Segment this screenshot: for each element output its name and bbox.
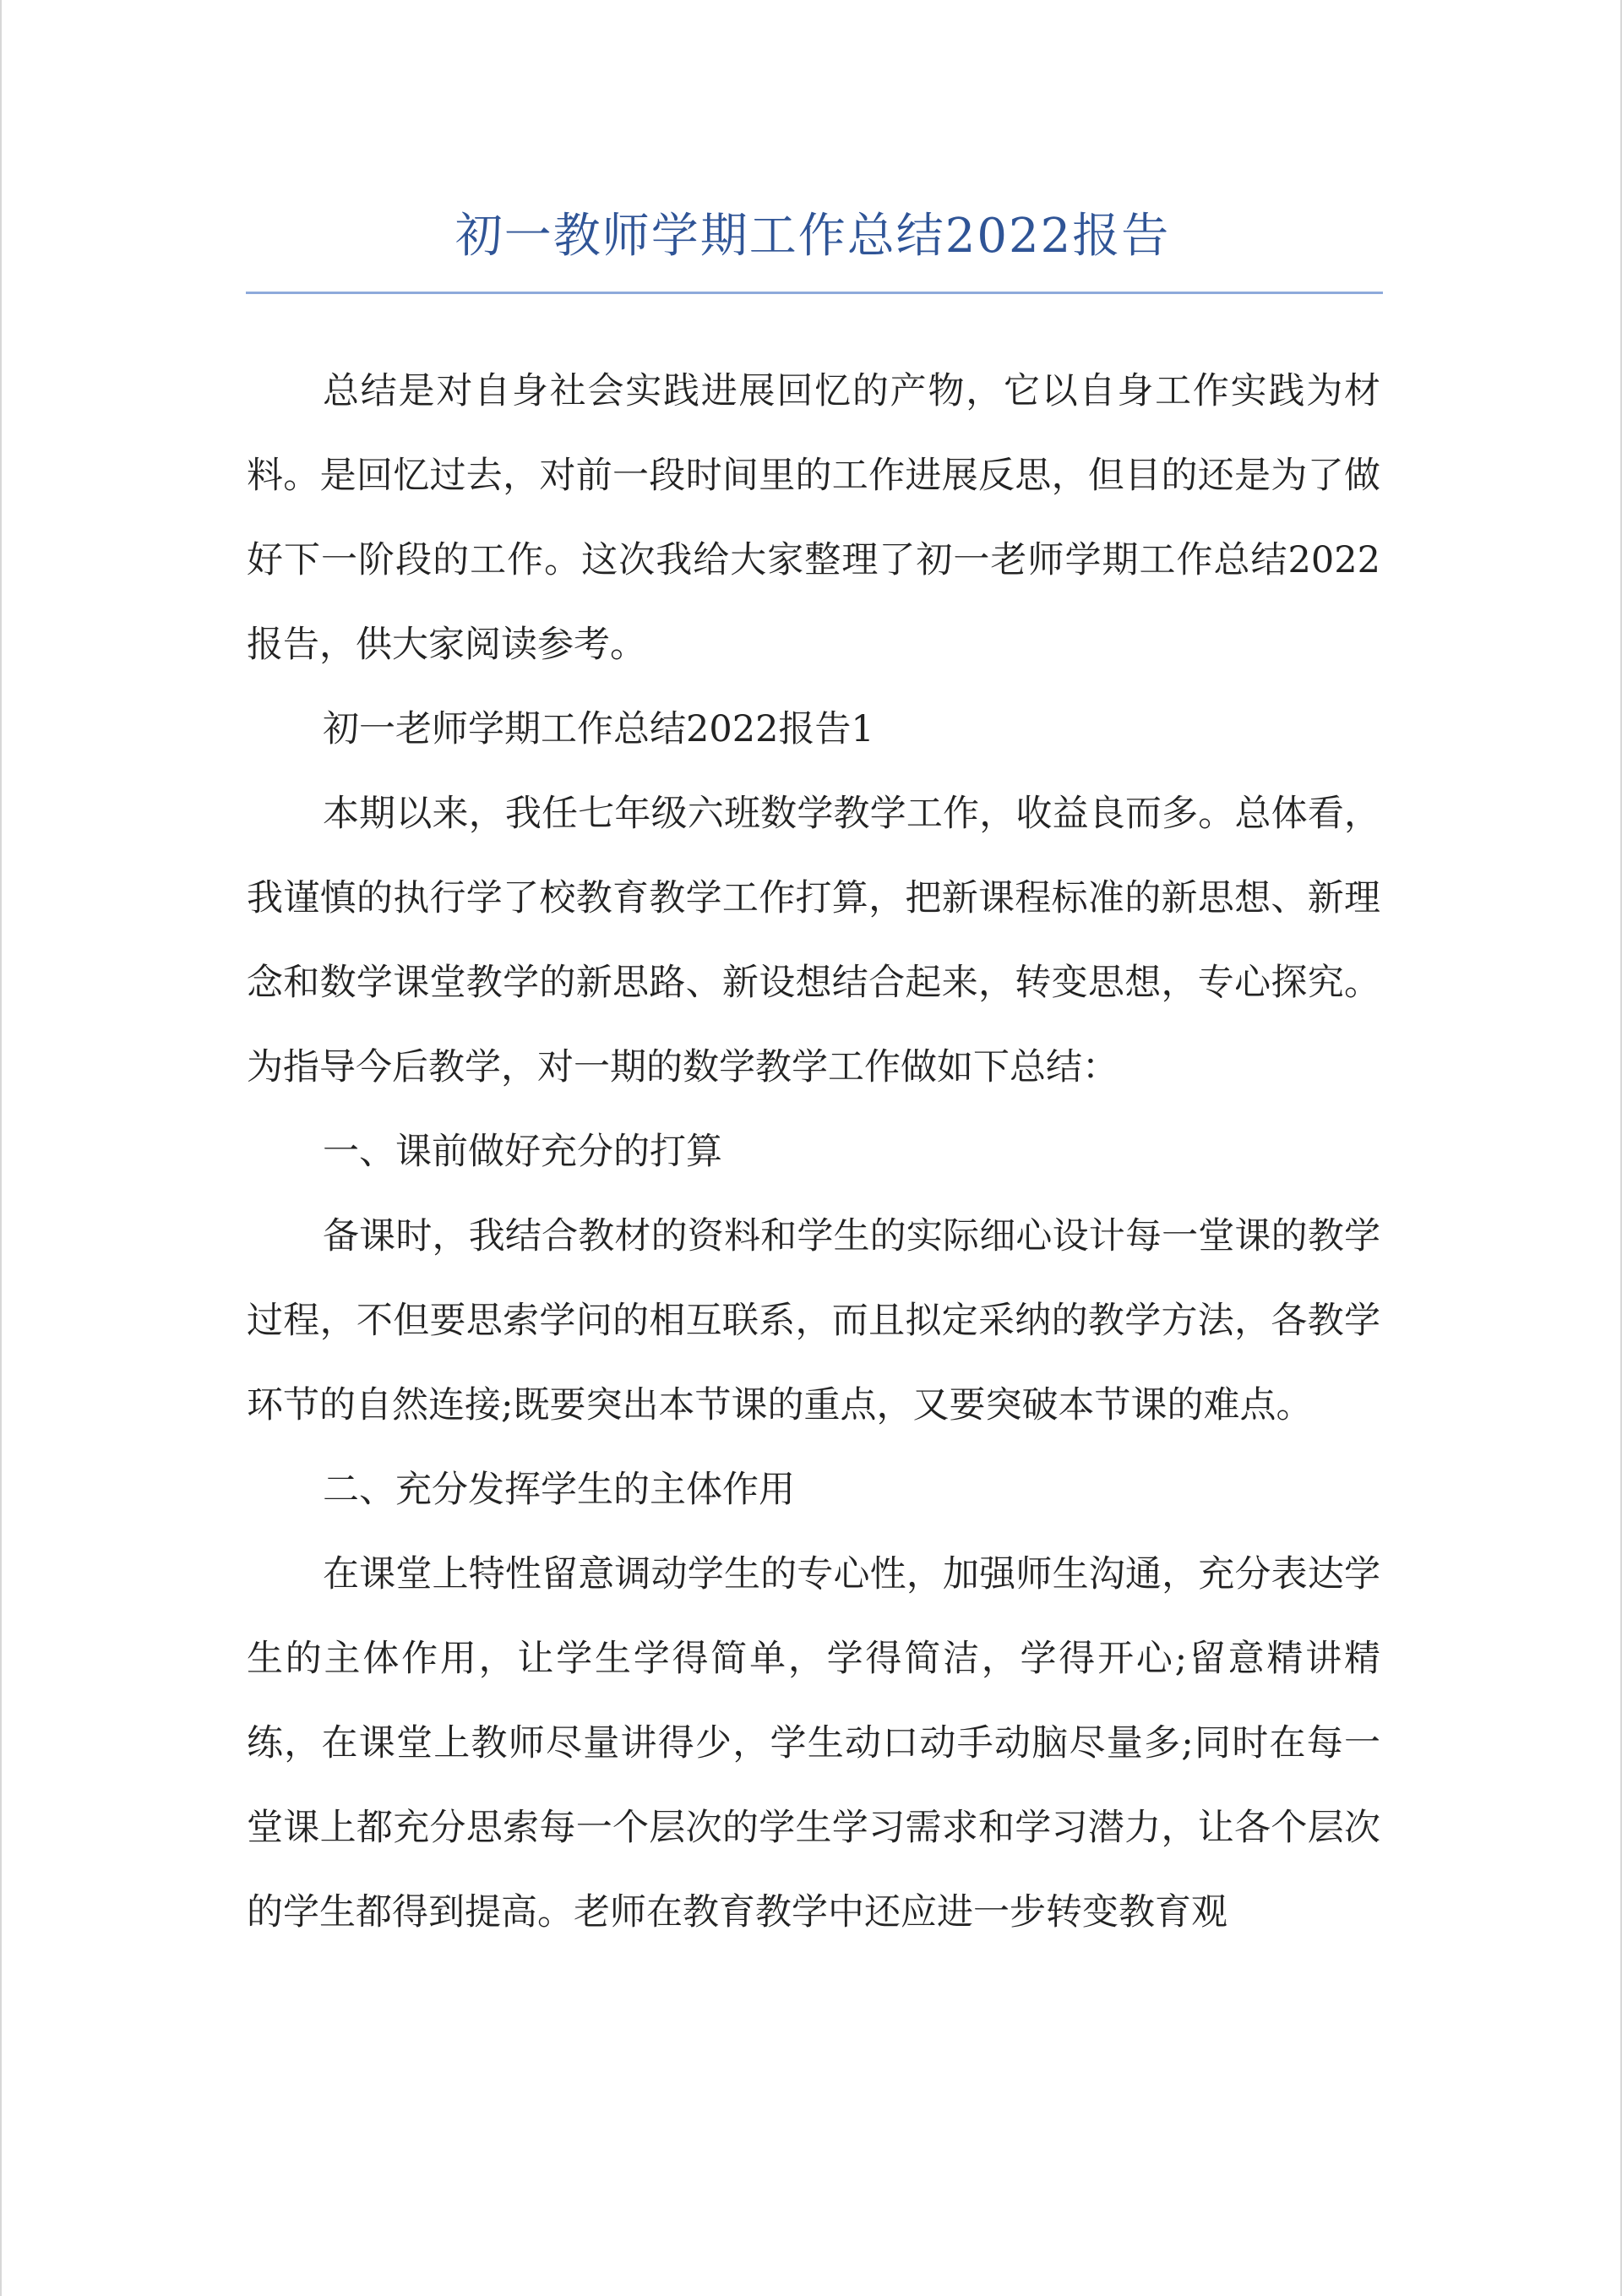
paragraph-overview: 本期以来，我任七年级六班数学教学工作，收益良而多。总体看，我谨慎的执行学了校教育教学工作打算，把新课程标准的新思想、新理念和数学课堂教学的新思路、新设想结合起来，转变思想，专心探究。为指导今后教学，对一期的数学教学工作做如下总结： xyxy=(247,793,1380,1088)
paragraph-preparation: 备课时，我结合教材的资料和学生的实际细心设计每一堂课的教学过程，不但要思索学问的相互联系，而且拟定采纳的教学方法，各教学环节的自然连接;既要突出本节课的重点，又要突破本节课的难点。 xyxy=(247,1215,1380,1426)
document-body xyxy=(247,349,1380,1955)
document-title: 初一教师学期工作总结2022报告 xyxy=(454,209,1171,264)
section-heading-preparation: 一、课前做好充分的打算 xyxy=(323,1131,722,1173)
paragraph-student-role: 在课堂上特性留意调动学生的专心性，加强师生沟通，充分表达学生的主体作用，让学生学得简单，学得简洁，学得开心;留意精讲精练，在课堂上教师尽量讲得少，学生动口动手动脑尽量多;同时在每一堂课上都充分思索每一个层次的学生学习需求和学习潜力，让各个层次的学生都得到提高。老师在教育教学中还应进一步转变教育观 xyxy=(247,1553,1380,1933)
section-heading-report-1: 初一老师学期工作总结2022报告1 xyxy=(323,708,874,750)
title-divider xyxy=(246,292,1383,294)
paragraph-intro: 总结是对自身社会实践进展回忆的产物，它以自身工作实践为材料。是回忆过去，对前一段时间里的工作进展反思，但目的还是为了做好下一阶段的工作。这次我给大家整理了初一老师学期工作总结2022报告，供大家阅读参考。 xyxy=(247,370,1380,666)
section-heading-student-role: 二、充分发挥学生的主体作用 xyxy=(323,1469,795,1511)
